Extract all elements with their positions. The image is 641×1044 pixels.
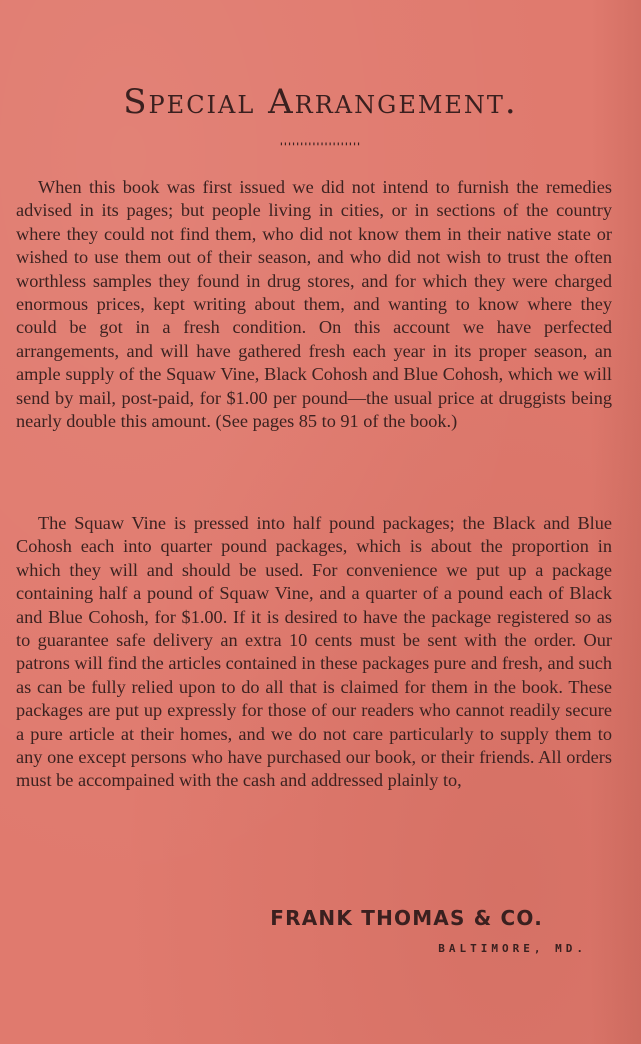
paragraph-intro: When this book was first issued we did not intend to furnish the remedies advised in its pages; but people living in cities, or in sections of the country where they could not find them, who did not know them in their native state or wished to use them out of their season, and who did not wish to trust the often worthless samples they found in drug stores, and for which they were charged enormous prices, kept writing about them, and wanting to know where they could be got in a fresh condition. On this account we have perfected arrangements, and will have gathered fresh each year in its proper season, an ample supply of the Squaw Vine, Black Cohosh and Blue Cohosh, which we will send by mail, post-paid, for $1.00 per pound—the usual price at druggists being nearly double this amount. (See pages 85 to 91 of the book.) (16, 177, 612, 432)
title-ornament: '''''''''''''''''''' (279, 142, 362, 153)
paragraph-packages: The Squaw Vine is pressed into half pound packages; the Black and Blue Cohosh each into quarter pound packages, which is about the proportion in which they will and should be used. For convenience we put up a package containing half a pound of Squaw Vine, and a quarter of a pound each of Black and Blue Cohosh, for $1.00. If it is desired to have the package registered so as to guarantee safe delivery an extra 10 cents must be sent with the order. Our patrons will find the articles contained in these packages pure and fresh, and such as can be fully relied upon to do all that is claimed for them in the book. These packages are put up expressly for those of our readers who cannot readily secure a pure article at their homes, and we do not care particularly to supply them to any one except persons who have purchased our book, or their friends. All orders must be accompained with the cash and addressed plainly to, (16, 513, 612, 791)
page-title: Special Arrangement. (123, 82, 518, 122)
signature-location: BALTIMORE, MD. (438, 942, 587, 955)
signature: FRANK THOMAS & CO. (270, 906, 543, 930)
